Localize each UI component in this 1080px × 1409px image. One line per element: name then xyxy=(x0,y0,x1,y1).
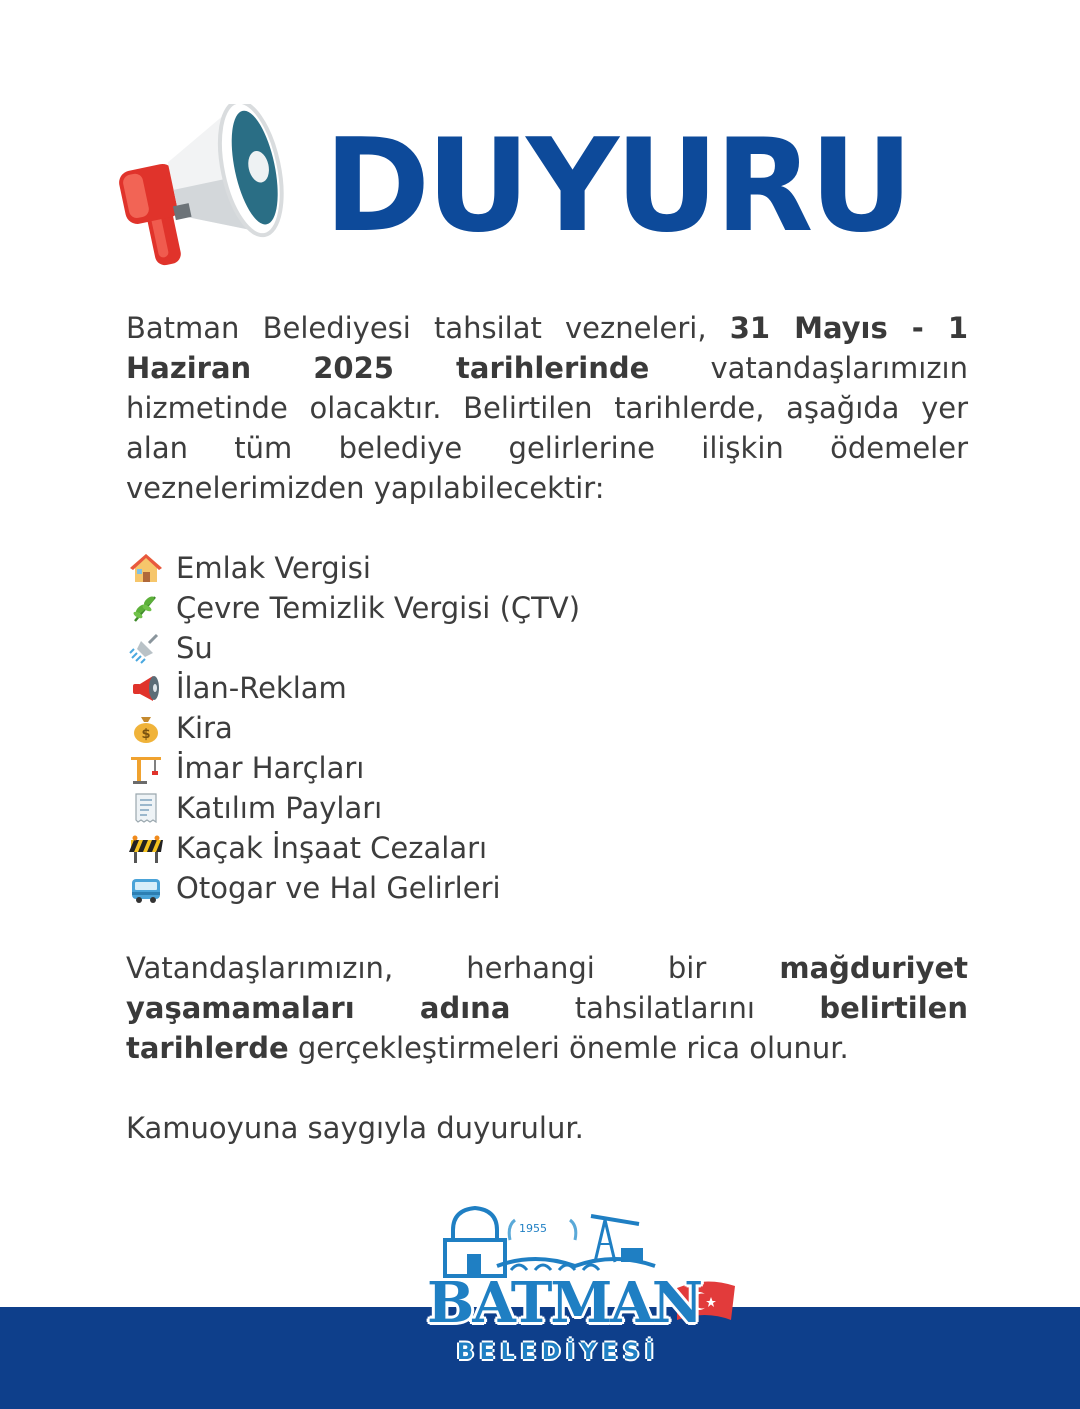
logo-wordmark: BATMAN xyxy=(427,1270,702,1336)
list-item xyxy=(126,548,968,588)
revenue-list xyxy=(126,548,968,908)
header xyxy=(112,104,972,274)
list-item-label: İlan-Reklam xyxy=(176,671,347,705)
logo-subtitle: BELEDİYESİ xyxy=(457,1340,660,1365)
list-item xyxy=(126,588,968,628)
request-paragraph xyxy=(126,948,968,1068)
megaphone-icon xyxy=(126,668,166,708)
list-item xyxy=(126,708,968,748)
megaphone-icon xyxy=(112,104,292,274)
list-item-label: Kaçak İnşaat Cezaları xyxy=(176,831,488,865)
receipt-icon xyxy=(126,788,166,828)
shower-icon xyxy=(126,628,166,668)
list-item xyxy=(126,748,968,788)
list-item-label: Emlak Vergisi xyxy=(176,551,371,585)
svg-text:$: $ xyxy=(141,727,151,742)
request-dates-emphasis: belirtilen tarihlerde xyxy=(126,991,968,1065)
list-item xyxy=(126,868,968,908)
construction-barrier-icon xyxy=(126,828,166,868)
request-text: Vatandaşlarımızın, herhangi bir xyxy=(126,951,780,985)
list-item-label: Çevre Temizlik Vergisi (ÇTV) xyxy=(176,591,581,625)
list-item-label: İmar Harçları xyxy=(176,751,365,785)
intro-dates: 31 Mayıs - 1 Haziran 2025 tarihlerinde xyxy=(126,311,968,385)
intro-paragraph xyxy=(126,308,968,508)
list-item xyxy=(126,668,968,708)
intro-text: Batman Belediyesi tahsilat vezneleri, xyxy=(126,311,730,345)
closing-line: Kamuoyuna saygıyla duyurulur. xyxy=(126,1111,584,1145)
crane-icon xyxy=(126,748,166,788)
list-item xyxy=(126,628,968,668)
list-item-label: Kira xyxy=(176,711,233,745)
list-item xyxy=(126,788,968,828)
list-item xyxy=(126,828,968,868)
bus-icon xyxy=(126,868,166,908)
page-title: DUYURU xyxy=(324,112,910,261)
request-text-continued: tahsilatlarını xyxy=(510,991,820,1025)
house-icon xyxy=(126,548,166,588)
list-item-label: Katılım Payları xyxy=(176,791,383,825)
intro-text-continued: vatandaşlarımızın hizmetinde olacaktır. Belirtilen tarihlerde, aşağıda yer alan tüm belediye gelirlerine ilişkin ödemeler veznelerimizden yapılabilecektir: xyxy=(126,351,968,505)
money-bag-icon xyxy=(126,708,166,748)
request-emphasis: mağduriyet yaşamamaları adına xyxy=(126,951,968,1025)
herb-icon xyxy=(126,588,166,628)
logo-year: 1955 xyxy=(519,1222,547,1235)
municipality-logo xyxy=(415,1200,745,1380)
announcement-body xyxy=(126,308,968,1148)
list-item-label: Su xyxy=(176,631,213,665)
request-text-end: gerçekleştirmeleri önemle rica olunur. xyxy=(288,1031,849,1065)
list-item-label: Otogar ve Hal Gelirleri xyxy=(176,871,501,905)
